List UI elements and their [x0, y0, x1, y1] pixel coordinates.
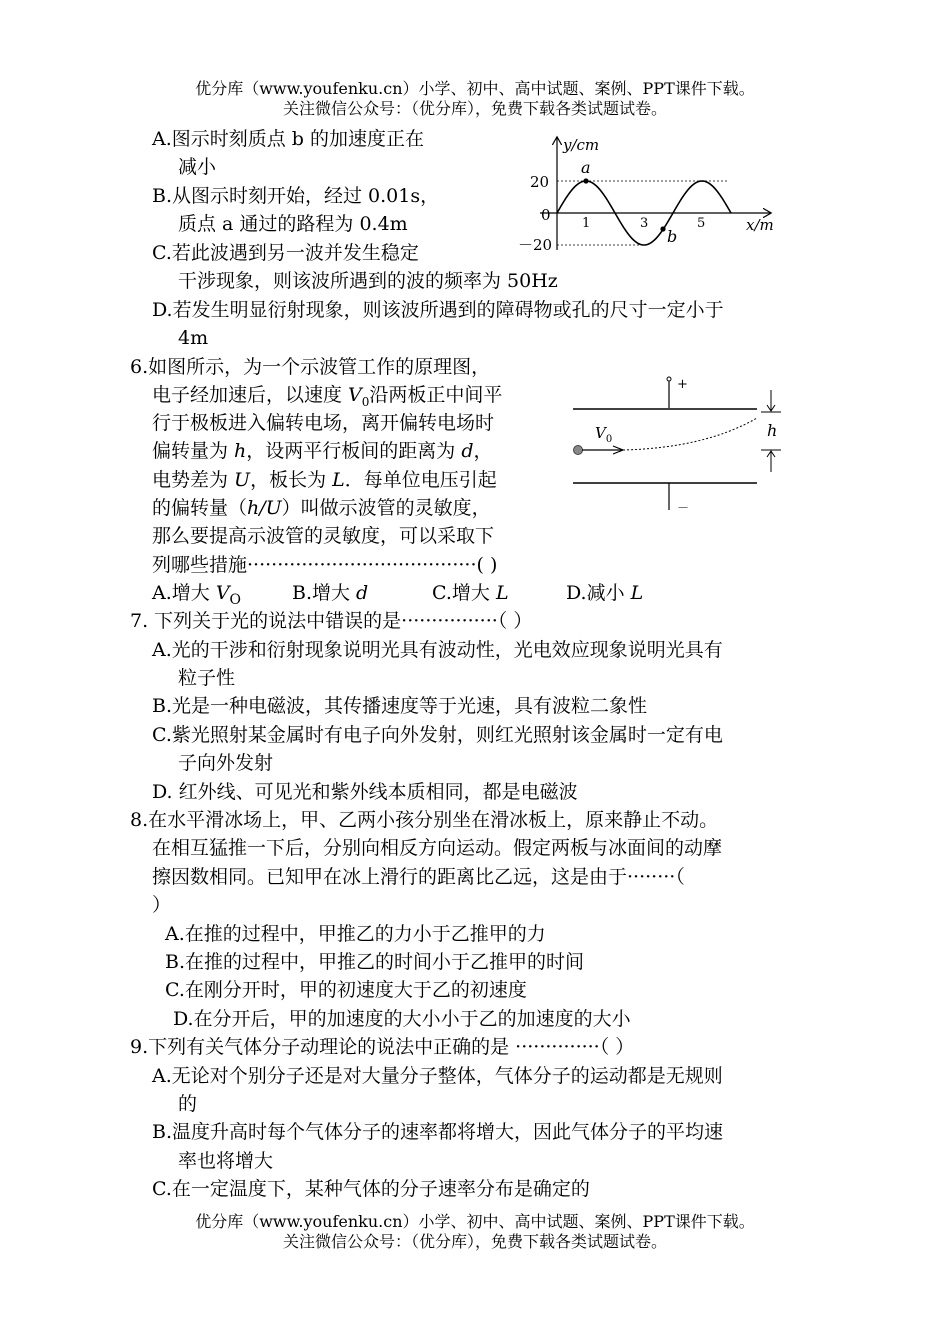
q7-option-c-line-1: C.紫光照射某金属时有电子向外发射，则红光照射该金属时一定有电: [152, 724, 723, 746]
q5-option-a-line-2: 减小: [178, 156, 217, 178]
q7-option-a-line-2: 粒子性: [178, 667, 236, 689]
q5-option-c-line-1: C.若此波遇到另一波并发生稳定: [152, 242, 419, 264]
q9-option-a-line-2: 的: [178, 1093, 198, 1115]
q6-line-7: 那么要提高示波管的灵敏度，可以采取下: [152, 525, 495, 547]
wave-x-tick-3: 3: [640, 216, 649, 231]
v0-label: $V_0$: [595, 424, 613, 445]
q6-line-2: 电子经加速后，以速度 $V_0$沿两板正中间平: [152, 384, 503, 409]
wave-y-label: y/cm: [563, 136, 600, 154]
upper-terminal: [667, 377, 671, 381]
q6-option-c: C.增大 L: [432, 582, 509, 604]
minus-sign: －: [677, 501, 690, 515]
q6-line-3: 行于极板进入偏转电场，离开偏转电场时: [152, 412, 495, 434]
q8-option-d: D.在分开后，甲的加速度的大小小于乙的加速度的大小: [173, 1008, 631, 1030]
q6-option-b: B.增大 d: [292, 582, 369, 604]
wave-point-b: [660, 226, 665, 231]
q8-line-1: 8.在水平滑冰场上，甲、乙两小孩分别坐在滑冰板上，原来静止不动。: [130, 809, 719, 831]
header-line-1: 优分库（www.youfenku.cn）小学、初中、高中试题、案例、PPT课件下载。: [195, 79, 755, 98]
q5-option-a-line-1: A.图示时刻质点 b 的加速度正在: [152, 128, 425, 150]
wave-graph: [510, 130, 790, 260]
q8-line-4: ）: [152, 894, 172, 916]
wave-x-label: x/m: [746, 216, 774, 234]
q6-line-6: 的偏转量（h/U）叫做示波管的灵敏度，: [152, 497, 491, 519]
tube-diagram: [565, 370, 795, 520]
q8-option-b: B.在推的过程中，甲推乙的时间小于乙推甲的时间: [165, 951, 585, 973]
q5-option-d-line-2: 4m: [178, 327, 209, 349]
q7-option-b: B.光是一种电磁波，其传播速度等于光速，具有波粒二象性: [152, 695, 648, 717]
q5-option-b-line-1: B.从图示时刻开始，经过 0.01s，: [152, 185, 440, 207]
q9-option-a-line-1: A.无论对个别分子还是对大量分子整体，气体分子的运动都是无规则: [152, 1065, 723, 1087]
q6-option-d: D.减小 L: [566, 582, 644, 604]
plus-sign: +: [677, 377, 688, 392]
footer-line-2: 关注微信公众号：（优分库），免费下载各类试题试卷。: [282, 1232, 667, 1251]
wave-x-tick-5: 5: [697, 216, 706, 231]
q9-option-c: C.在一定温度下，某种气体的分子速率分布是确定的: [152, 1178, 590, 1200]
q9-option-b-line-2: 率也将增大: [178, 1150, 274, 1172]
q5-option-c-line-2: 干涉现象，则该波所遇到的波的频率为 50Hz: [178, 270, 558, 292]
q7-option-a-line-1: A.光的干涉和衍射现象说明光具有波动性，光电效应现象说明光具有: [152, 639, 723, 661]
wave-y-tick-0: 0: [541, 206, 551, 224]
wave-point-b-label: b: [667, 227, 678, 246]
h-label: h: [767, 421, 778, 440]
q7-option-c-line-2: 子向外发射: [178, 752, 274, 774]
deflection-path: [623, 418, 757, 450]
q8-option-c: C.在刚分开时，甲的初速度大于乙的初速度: [165, 979, 527, 1001]
q7-stem: 7. 下列关于光的说法中错误的是················（ ）: [130, 610, 533, 632]
q6-line-4: 偏转量为 h，设两平行板间的距离为 d，: [152, 440, 493, 462]
q9-option-b-line-1: B.温度升高时每个气体分子的速率都将增大，因此气体分子的平均速: [152, 1121, 724, 1143]
wave-y-tick-neg-20: －20: [518, 236, 553, 254]
q8-option-a: A.在推的过程中，甲推乙的力小于乙推甲的力: [165, 923, 546, 945]
q6-option-a: A.增大 $V_O$: [152, 582, 242, 608]
q6-line-5: 电势差为 U，板长为 L．每单位电压引起: [152, 469, 497, 491]
q7-option-d: D. 红外线、可见光和紫外线本质相同，都是电磁波: [152, 781, 578, 803]
q8-line-2: 在相互猛推一下后，分别向相反方向运动。假定两板与冰面间的动摩: [152, 837, 723, 859]
electron-gun: [574, 446, 583, 455]
wave-point-a: [583, 178, 588, 183]
wave-y-tick-20: 20: [530, 173, 550, 191]
q8-line-3: 擦因数相同。已知甲在冰上滑行的距离比乙远，这是由于········（: [152, 866, 685, 888]
wave-x-tick-1: 1: [582, 216, 591, 231]
footer-line-1: 优分库（www.youfenku.cn）小学、初中、高中试题、案例、PPT课件下载。: [195, 1212, 755, 1231]
q6-line-8: 列哪些措施······································( ): [152, 554, 498, 576]
q5-option-d-line-1: D.若发生明显衍射现象，则该波所遇到的障碍物或孔的尺寸一定小于: [152, 299, 724, 321]
wave-point-a-label: a: [581, 158, 591, 177]
q5-option-b-line-2: 质点 a 通过的路程为 0.4m: [178, 213, 408, 235]
header-line-2: 关注微信公众号：（优分库），免费下载各类试题试卷。: [282, 99, 667, 118]
q9-stem: 9.下列有关气体分子动理论的说法中正确的是 ··············（ ）: [130, 1036, 635, 1058]
q6-line-1: 6.如图所示，为一个示波管工作的原理图，: [130, 356, 491, 378]
